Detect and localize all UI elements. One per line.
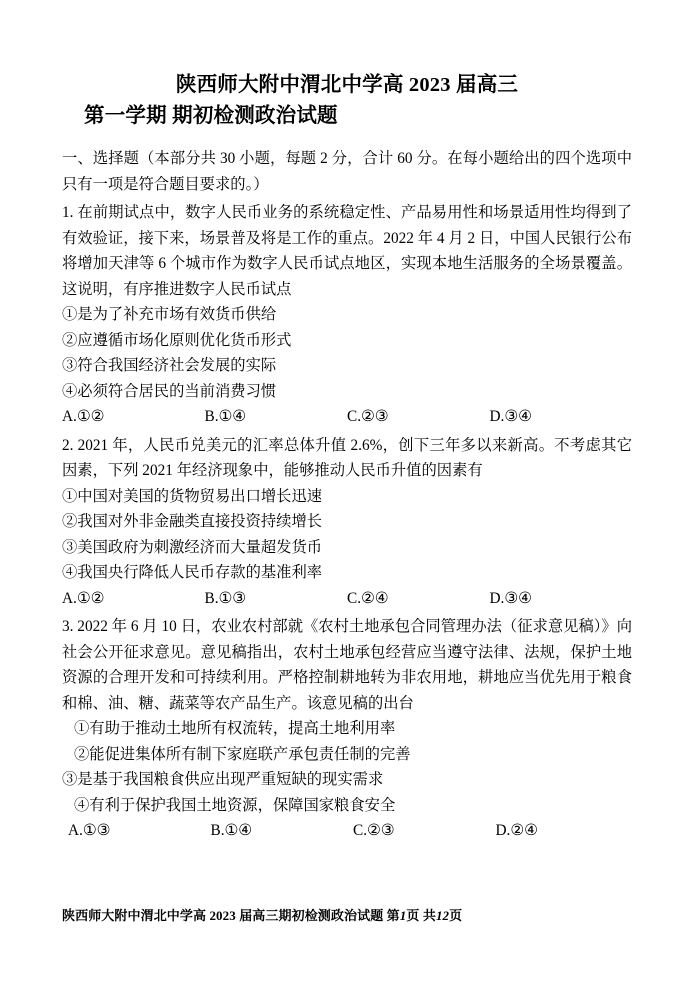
question-2-option-1: ①中国对美国的货物贸易出口增长迅速 <box>62 487 323 505</box>
page-title <box>62 70 632 132</box>
question-1-stem: 1. 在前期试点中，数字人民币业务的系统稳定性、产品易用性和场景适用性均得到了有效验证，接下来，场景普及将是工作的重点。2022 年 4 月 2 日，中国人民银行公布将增加天津等 6 个城市作为数字人民币试点地区，实现本地生活服务的全场景覆盖。这说明，有序推进数字人民币试点 <box>62 204 632 298</box>
question-2-choice-b: B.①③ <box>204 589 246 607</box>
question-2-option-3: ③美国政府为刺激经济而大量超发货币 <box>62 538 323 556</box>
footer-middle: 页 共 <box>406 908 436 923</box>
question-1-choice-c: C.②③ <box>347 408 389 425</box>
footer-page-number: 1 <box>399 908 407 923</box>
question-3 <box>62 614 632 844</box>
question-3-stem: 3. 2022 年 6 月 10 日，农业农村部就《农村土地承包合同管理办法（征求意见稿）》向社会公开征求意见。意见稿指出，农村土地承包经营应当遵守法律、法规，保护土地资源的合理开发和可持续利用。严格控制耕地转为非农用地，耕地应当优先用于粮食和棉、油、糖、蔬菜等农产品生产。该意见稿的出台 <box>62 618 632 712</box>
question-3-choice-b: B.①④ <box>210 822 252 839</box>
question-2-option-2: ②我国对外非金融类直接投资持续增长 <box>62 513 323 530</box>
page-title-line-1: 陕西师大附中渭北中学高 2023 届高三 <box>175 74 519 96</box>
question-1-choice-d: D.③④ <box>489 408 532 425</box>
question-3-option-4: ④有利于保护我国土地资源，保障国家粮食安全 <box>74 796 396 814</box>
question-3-choice-c: C.②③ <box>353 822 395 839</box>
question-2-option-4: ④我国央行降低人民币存款的基准利率 <box>62 564 323 581</box>
question-3-choice-a: A.①③ <box>68 822 111 839</box>
question-2-choice-d: D.③④ <box>489 589 532 607</box>
question-1-answer-choices <box>62 404 632 430</box>
question-2-choice-a: A.①② <box>62 589 105 607</box>
question-2-answer-choices <box>62 586 632 612</box>
question-3-option-3: ③是基于我国粮食供应出现严重短缺的现实需求 <box>62 771 384 788</box>
question-3-choice-d: D.②④ <box>495 822 538 839</box>
section-instructions: 一、选择题（本部分共 30 小题，每题 2 分，合计 60 分。在每小题给出的四个选项中 只有一项是符合题目要求的。） <box>62 150 632 193</box>
question-2-choice-c: C.②④ <box>347 589 389 607</box>
question-1-choice-a: A.①② <box>62 408 105 425</box>
question-1-option-2: ②应遵循市场化原则优化货币形式 <box>62 331 292 349</box>
question-3-option-2: ②能促进集体所有制下家庭联产承包责任制的完善 <box>74 745 411 763</box>
question-1-option-3: ③符合我国经济社会发展的实际 <box>62 357 277 374</box>
page-title-line-2: 第一学期 期初检测政治试题 <box>84 105 338 127</box>
question-3-answer-choices <box>62 818 638 844</box>
question-1 <box>62 200 632 430</box>
question-2-stem: 2. 2021 年，人民币兑美元的汇率总体升值 2.6%，创下三年多以来新高。不考虑其它因素，下列 2021 年经济现象中，能够推动人民币升值的因素有 <box>62 436 632 479</box>
question-3-option-1: ①有助于推动土地所有权流转，提高土地利用率 <box>74 720 396 737</box>
question-1-choice-b: B.①④ <box>204 408 246 425</box>
question-1-option-1: ①是为了补充市场有效货币供给 <box>62 306 277 323</box>
question-2 <box>62 433 632 612</box>
footer-suffix: 页 <box>449 908 463 923</box>
footer-text: 陕西师大附中渭北中学高 2023 届高三期初检测政治试题 第 <box>62 908 400 923</box>
page-footer <box>62 906 642 926</box>
question-1-option-4: ④必须符合居民的当前消费习惯 <box>62 382 277 400</box>
footer-total-pages: 12 <box>435 908 450 923</box>
